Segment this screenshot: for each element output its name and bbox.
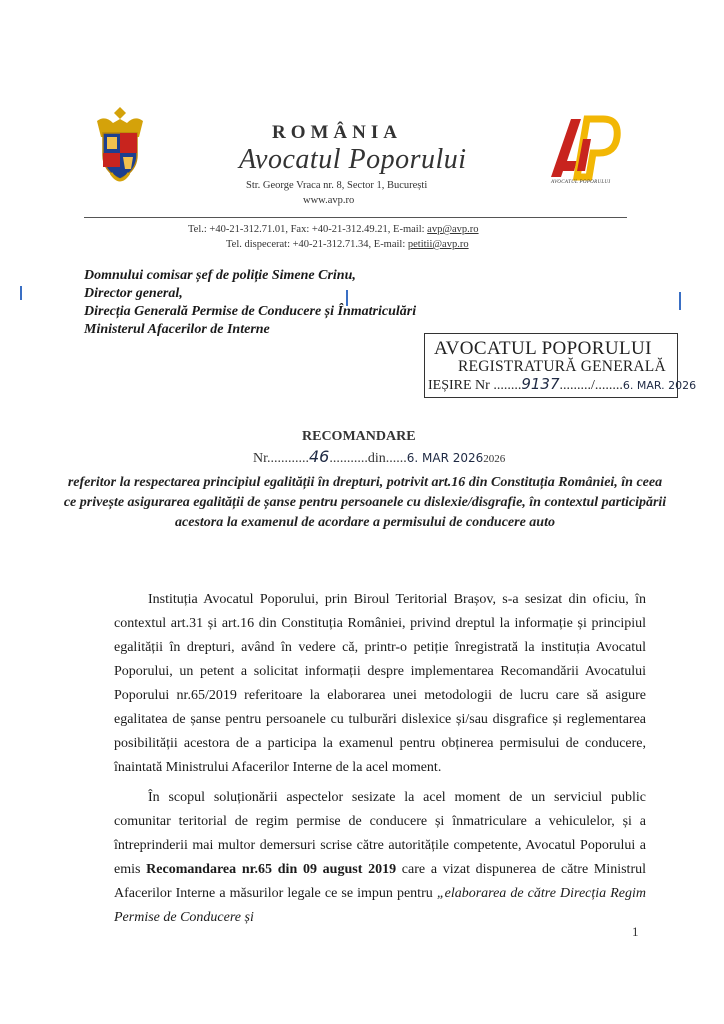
contact-line-2-text: Tel. dispecerat: +40-21-312.71.34, E-mail: [226,239,408,250]
document-title: RECOMANDARE [302,429,416,444]
scan-mark-left [20,286,22,300]
institution-website[interactable]: www.avp.ro [303,195,355,206]
avp-logo-icon [547,111,623,187]
nr-label: Nr. [253,451,271,466]
document-number: 46 [309,447,330,466]
logo-caption: AVOCATUL POPORULUI [551,180,611,185]
stamp-exit-date: 6. MAR. 2026 [622,379,697,392]
addressee-line: Direcția Generală Permise de Conducere și Înmatriculări [84,304,417,319]
institution-name: Avocatul Poporului [239,144,467,175]
stamp-exit-label: IEȘIRE Nr ........ [428,378,522,393]
petitions-email-link[interactable]: petitii@avp.ro [407,239,469,250]
nr-dots: ...... [385,451,407,466]
document-date: 6. MAR 2026 [406,451,484,465]
year-suffix: 2026 [483,453,506,465]
body-paragraph-2 [114,786,646,930]
paragraph-2-text-a: În scopul soluționării aspectelor sesizate la acel moment de un serviciul public comunitar teritorial de regim permise de conducere și înmatriculare a vehiculelor, și a întreprinderii mai multor demersuri scrise către autoritățile competente, Avocatul Poporului a emis [114,790,646,877]
contact-line-1-text: Tel.: +40-21-312.71.01, Fax: +40-21-312.49.21, E-mail: [188,224,428,235]
contact-email-link[interactable]: avp@avp.ro [427,224,479,235]
page-number: 1 [632,924,639,939]
contact-line-1 [188,224,479,235]
paragraph-1-text: Instituția Avocatul Poporului, prin Biroul Teritorial Brașov, s-a sesizat din oficiu, în contextul art.31 și art.16 din Constituția României, privind dreptul la informație și principiul egalității în drepturi, având în vedere că, printr-o petiție înregistrată la instituția Avocatul Poporului, un petent a solicitat informații despre implementarea Recomandării Avocatului Poporului nr.65/2019 referitoare la elaborarea unei metodologii de lucru care să asigure egalitatea de șanse pentru persoanele cu tulburări dislexice și/sau disgrafice și reglementarea posibilității acestora de a participa la examenul pentru obținerea permisului de conducere, înaintată Ministrului Afacerilor Interne de la acel moment. [114,592,646,775]
paragraph-2-italic: „elaborarea de către Direcția Regim Permise de Conducere și [114,886,646,925]
institution-address: Str. George Vraca nr. 8, Sector 1, București [246,180,428,191]
addressee-line: Domnului comisar șef de poliție Simene Crinu, [84,268,356,283]
stamp-title: AVOCATUL POPORULUI [434,338,652,359]
contact-line-2 [226,239,469,250]
header-divider [84,217,627,218]
stamp-exit-number: 9137 [521,375,560,393]
body-paragraph-1 [114,588,646,780]
addressee-line: Ministerul Afacerilor de Interne [84,322,270,337]
paragraph-2-bold: Recomandarea nr.65 din 09 august 2019 [146,862,397,877]
nr-dots: ........... [329,451,368,466]
addressee-line: Director general, [84,286,183,301]
coat-of-arms-icon [91,103,149,187]
paragraph-2-text-b: care a vizat dispunerea de către Ministrul Afacerilor Interne a măsurilor legale ce se impun pentru [114,862,646,901]
din-label: din [367,451,386,466]
stamp-exit-line [428,375,696,394]
document-subject: referitor la respectarea principiul egalității în drepturi, potrivit art.16 din Constituția României, în ceea ce privește asigurarea egalității de șanse pentru persoanele cu dislexie/disgrafie, în contextul participării acestora la examenul de acordare a permisului de conducere auto [63,475,667,530]
country-heading: ROMÂNIA [272,122,402,143]
document-number-line [253,447,505,467]
scan-mark-right [679,292,681,310]
stamp-subtitle: REGISTRATURĂ GENERALĂ [458,358,666,375]
stamp-exit-separator: ........./........ [559,378,623,393]
nr-dots: ........... [270,451,309,466]
